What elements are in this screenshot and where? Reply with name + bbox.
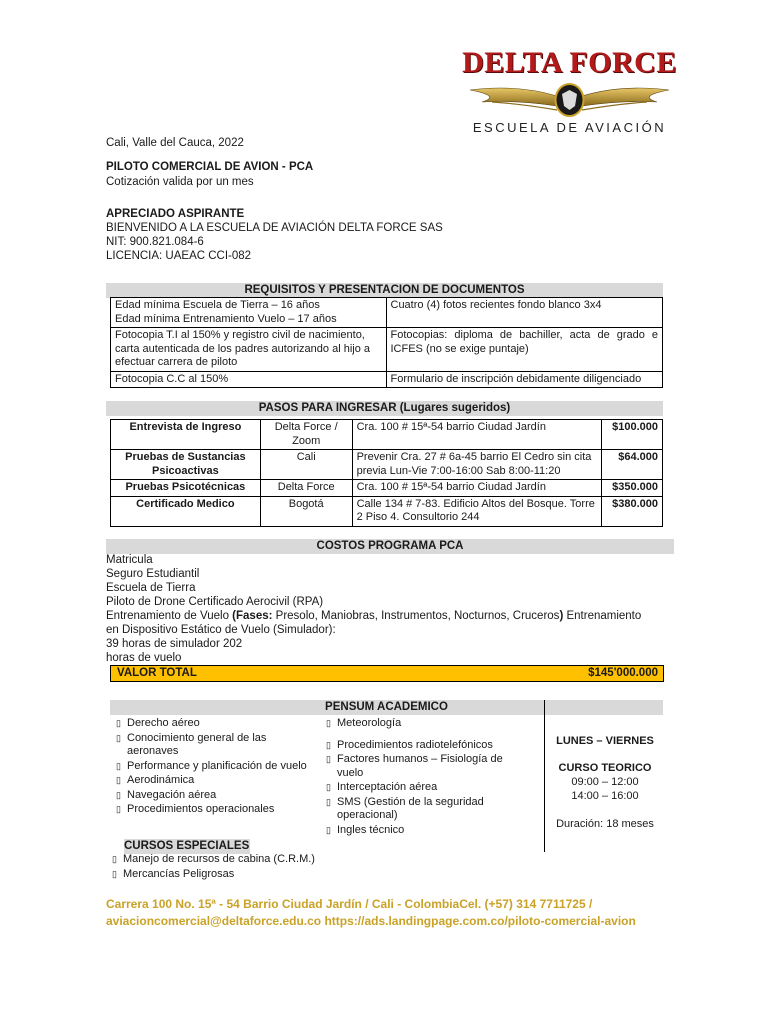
delta-force-logo — [462, 46, 677, 138]
fases-label: (Fases: — [232, 610, 273, 622]
fases-close: ) — [559, 610, 564, 622]
place-date: Cali, Valle del Cauca, 2022 — [106, 137, 244, 149]
list-item: ▯ Aerodinámica — [116, 774, 316, 788]
table-cell: $64.000 — [601, 450, 662, 480]
logo-title: DELTA FORCE — [462, 46, 677, 79]
total-value: $145'000.000 — [588, 667, 658, 679]
program-title: PILOTO COMERCIAL DE AVION - PCA — [106, 161, 314, 173]
table-cell: Cuatro (4) fotos recientes fondo blanco 3x4 — [386, 298, 663, 328]
footer-address: Carrera 100 No. 15ª - 54 Barrio Ciudad Jardín / Cali - ColombiaCel. (+57) 314 7711725 / — [106, 897, 593, 911]
table-cell: Fotocopia T.I al 150% y registro civil de nacimiento, carta autenticada de los padres autorizando al hijo a efectuar carrera de piloto — [111, 328, 387, 372]
training-text-b: Entrenamiento — [563, 610, 642, 622]
table-row — [111, 450, 663, 480]
table-row — [111, 480, 663, 497]
list-item: ▯ Navegación aérea — [116, 789, 316, 803]
list-item: ▯ Mercancías Peligrosas — [112, 868, 412, 882]
table-cell: Pruebas Psicotécnicas — [111, 480, 261, 497]
table-cell: $100.000 — [601, 420, 662, 450]
training-line — [106, 610, 641, 622]
requisitos-table — [110, 297, 663, 388]
schedule-time-1: 09:00 – 12:00 — [571, 776, 639, 788]
list-item: ▯ Conocimiento general de las aeronaves — [116, 732, 316, 759]
nit-text: NIT: 900.821.084-6 — [106, 236, 204, 248]
cost-item: Seguro Estudiantil — [106, 568, 200, 580]
pensum-title: PENSUM ACADEMICO — [110, 700, 663, 715]
footer-contact: aviacioncomercial@deltaforce.edu.co https://ads.landingpage.com.co/piloto-comercial-avion — [106, 914, 636, 928]
table-cell: Entrevista de Ingreso — [111, 420, 261, 450]
pensum-column-2 — [326, 717, 526, 838]
schedule-course: CURSO TEORICO — [558, 762, 652, 774]
table-cell: Certificado Medico — [111, 496, 261, 526]
schedule-duration: Duración: 18 meses — [556, 818, 654, 830]
cost-item: Escuela de Tierra — [106, 582, 196, 594]
table-row — [111, 328, 663, 372]
list-item: ▯ Interceptación aérea — [326, 781, 526, 795]
pensum-divider — [544, 700, 545, 852]
especiales-list — [112, 853, 412, 882]
pensum-column-1 — [116, 717, 316, 818]
table-cell: Calle 134 # 7-83. Edificio Altos del Bosque. Torre 2 Piso 4. Consultorio 244 — [352, 496, 601, 526]
cost-item: Piloto de Drone Certificado Aerocivil (RPA) — [106, 596, 324, 608]
requisitos-title: REQUISITOS Y PRESENTACION DE DOCUMENTOS — [106, 283, 663, 298]
costos-title: COSTOS PROGRAMA PCA — [106, 539, 674, 554]
table-cell: Fotocopia C.C al 150% — [111, 371, 387, 388]
table-cell: Formulario de inscripción debidamente diligenciado — [386, 371, 663, 388]
table-cell: $380.000 — [601, 496, 662, 526]
simulator-hours: 39 horas de simulador 202 — [106, 638, 243, 650]
table-row — [111, 371, 663, 388]
table-cell: Edad mínima Escuela de Tierra – 16 años Edad mínima Entrenamiento Vuelo – 17 años — [111, 298, 387, 328]
training-text: Entrenamiento de Vuelo — [106, 610, 233, 622]
table-cell: Cra. 100 # 15ª-54 barrio Ciudad Jardín — [352, 480, 601, 497]
pasos-table — [110, 419, 663, 527]
table-row — [111, 420, 663, 450]
welcome-text: BIENVENIDO A LA ESCUELA DE AVIACIÓN DELTA FORCE SAS — [106, 222, 443, 234]
flight-hours: horas de vuelo — [106, 652, 182, 664]
list-item: ▯ Procedimientos radiotelefónicos — [326, 739, 526, 753]
table-cell: $350.000 — [601, 480, 662, 497]
table-cell: Prevenir Cra. 27 # 6a-45 barrio El Cedro sin cita previa Lun-Vie 7:00-16:00 Sab 8:00-11:20 — [352, 450, 601, 480]
list-item: ▯ Manejo de recursos de cabina (C.R.M.) — [112, 853, 412, 867]
validity-note: Cotización valida por un mes — [106, 176, 254, 188]
list-item: ▯ Performance y planificación de vuelo — [116, 760, 316, 774]
table-cell: Cali — [260, 450, 352, 480]
schedule-days: LUNES – VIERNES — [556, 735, 654, 747]
list-item: ▯ Factores humanos – Fisiología de vuelo — [326, 753, 526, 780]
list-item: ▯ Procedimientos operacionales — [116, 803, 316, 817]
schedule-time-2: 14:00 – 16:00 — [571, 790, 639, 802]
license-text: LICENCIA: UAEAC CCI-082 — [106, 250, 252, 262]
table-cell: Delta Force / Zoom — [260, 420, 352, 450]
list-item: ▯ Derecho aéreo — [116, 717, 316, 731]
table-row — [111, 496, 663, 526]
table-cell: Delta Force — [260, 480, 352, 497]
total-label: VALOR TOTAL — [117, 667, 197, 679]
training-line-2: en Dispositivo Estático de Vuelo (Simulador): — [106, 624, 336, 636]
list-item: ▯ Ingles técnico — [326, 824, 526, 838]
table-cell: Bogotá — [260, 496, 352, 526]
list-item: ▯ SMS (Gestión de la seguridad operacional) — [326, 796, 526, 823]
list-item: ▯ Meteorología — [326, 717, 526, 731]
wings-emblem-icon — [462, 80, 677, 120]
cost-item: Matricula — [106, 554, 153, 566]
table-row — [111, 298, 663, 328]
table-cell: Fotocopias: diploma de bachiller, acta de grado e ICFES (no se exige puntaje) — [386, 328, 663, 372]
logo-subtitle: ESCUELA DE AVIACIÓN — [472, 120, 667, 135]
table-cell: Cra. 100 # 15ª-54 barrio Ciudad Jardín — [352, 420, 601, 450]
pasos-title: PASOS PARA INGRESAR (Lugares sugeridos) — [106, 401, 663, 416]
fases-text: Presolo, Maniobras, Instrumentos, Nocturnos, Cruceros — [272, 610, 560, 622]
table-cell: Pruebas de Sustancias Psicoactivas — [111, 450, 261, 480]
especiales-title: CURSOS ESPECIALES — [124, 840, 250, 852]
total-row — [110, 665, 664, 682]
greeting: APRECIADO ASPIRANTE — [106, 208, 245, 220]
